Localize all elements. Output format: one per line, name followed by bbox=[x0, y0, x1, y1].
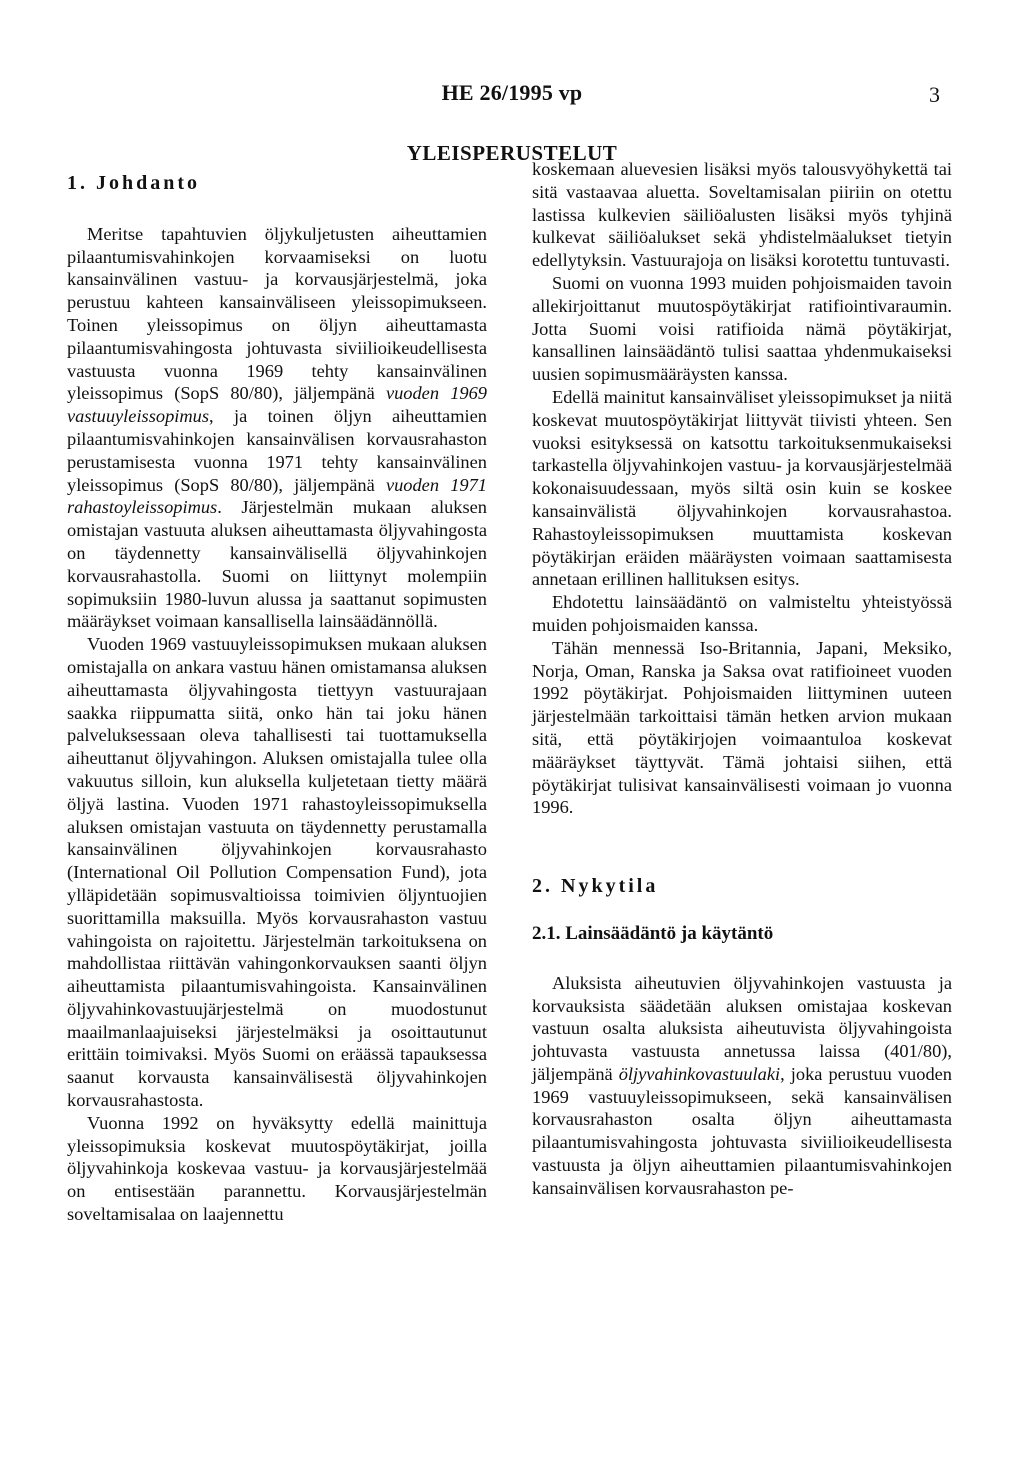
paragraph: Vuoden 1969 vastuuyleissopimuksen mukaan aluksen omistajalla on ankara vastuu hänen omistamansa aluksen aiheuttamasta öljyvahingosta tiettyyn vastuurajaan saakka riippumatta siitä, onko hän tai joku hänen palveluksessaan oleva tahallisesti tai tuottamuksella aiheuttanut öljyvahingon. Aluksen omistajalla tulee olla vakuutus silloin, kun aluksella kuljetetaan tietty määrä öljyä lastina. Vuoden 1971 rahastoyleissopimuksella aluksen omistajan vastuuta on täydennetty perustamalla kansainvälinen öljyvahinkojen korvausrahasto (International Oil Pollution Compensation Fund), jota ylläpidetään sopimusvaltioissa toimivien öljyntuojien suorittamilla maksuilla. Myös korvausrahaston vastuu vahingoista on rajoitettu. Järjestelmän tarkoituksena on mahdollistaa riittävän vahingonkorvauksen saanti öljyn aiheuttamista pilaantumisvahingoista. Kansainvälinen öljyvahinkovastuujärjestelmä on muodostunut maailmanlaajuiseksi järjestelmäksi ja osoittautunut erittäin toimivaksi. Myös Suomi on eräässä tapauksessa saanut korvausta kansainvälisestä öljyvahinkojen korvausrahastosta. bbox=[67, 634, 487, 1111]
page-header bbox=[0, 80, 1024, 110]
text-run: Meritse tapahtuvien öljykuljetusten aiheuttamien pilaantumisvahinkojen korvaamiseksi on luotu kansainvälinen vastuu- ja korvausjärjestelmä, joka perustuu kahteen kansainväliseen yleissopimukseen. Toinen yleissopimus on öljyn aiheuttamasta pilaantumisvahingosta johtuvasta siviilioikeudellisesta vastuusta vuonna 1969 tehty kansainvälinen yleissopimus (SopS 80/80), jäljempänä bbox=[67, 223, 487, 404]
defined-term: vuoden 1971 rahastoyleissopimus bbox=[67, 474, 487, 518]
text-run: , joka perustuu vuoden 1969 vastuuyleissopimukseen, sekä kansainvälisen korvausrahaston osalta öljyn aiheuttamasta pilaantumisvahingosta johtuvasta siviilioikeudellisesta vastuusta ja öljyn aiheuttamien pilaantumisvahinkojen kansainvälisen korvausrahaston pe- bbox=[532, 1063, 952, 1198]
defined-term: vuoden 1969 vastuuyleissopimus bbox=[67, 383, 487, 427]
left-column bbox=[67, 172, 487, 1226]
section-heading-johdanto: 1. Johdanto bbox=[67, 172, 201, 194]
paragraph: Edellä mainitut kansainväliset yleissopimukset ja niitä koskevat muutospöytäkirjat liittyvät tiivisti yhteen. Sen vuoksi esityksessä on katsottu tarkoituksenmukaiseksi tarkastella öljyvahinkojen vastuu- ja korvausjärjestelmää kokonaisuudessaan, myös siltä osin kuin se koskee kansainvälistä öljyvahinkojen korvausrahastoa. Rahastoyleissopimuksen muuttamista koskevan pöytäkirjan eräiden määräysten voimaan saattamisesta annetaan erillinen hallituksen esitys. bbox=[532, 386, 952, 590]
section-heading-nykytila: 2. Nykytila bbox=[532, 875, 659, 898]
paragraph: Vuonna 1992 on hyväksytty edellä mainittuja yleissopimuksia koskevat muutospöytäkirjat, joilla öljyvahinkoja koskevaa vastuu- ja korvausjärjestelmää on entisestään parannettu. Korvausjärjestelmän soveltamisalaa on laajennettu bbox=[67, 1112, 487, 1225]
text-run: Aluksista aiheutuvien öljyvahinkojen vastuusta ja korvauksista säädetään aluksen omistajaa koskevan vastuun osalta aluksista aiheutuvista öljyvahingoista johtuvasta vastuusta annetussa laissa (401/80), jäljempänä bbox=[532, 972, 952, 1084]
paragraph: Ehdotettu lainsäädäntö on valmisteltu yhteistyössä muiden pohjoismaiden kanssa. bbox=[532, 592, 952, 635]
paragraph: Suomi on vuonna 1993 muiden pohjoismaiden tavoin allekirjoittanut muutospöytäkirjat ratifiointivaraumin. Jotta Suomi voisi ratifioida nämä pöytäkirjat, kansallinen lainsäädäntö tulisi saattaa yhdenmukaiseksi uusien sopimusmääräysten kanssa. bbox=[532, 272, 952, 385]
subsection-heading: 2.1. Lainsäädäntö ja käytäntö bbox=[532, 922, 774, 944]
document-id: HE 26/1995 vp bbox=[441, 80, 583, 105]
paragraph: koskemaan aluevesien lisäksi myös talousvyöhykettä tai sitä vastaavaa aluetta. Soveltamisalan piiriin on otettu lastissa kulkevien säiliöalusten lisäksi myös tyhjinä kulkevat säiliöalukset sekä yhdistelmäalukset tietyin edellytyksin. Vastuurajoja on lisäksi korotettu tuntuvasti. bbox=[532, 159, 952, 271]
defined-term: öljyvahinkovastuulaki bbox=[618, 1063, 781, 1084]
main-title: YLEISPERUSTELUT bbox=[406, 141, 618, 165]
page-number: 3 bbox=[929, 82, 940, 107]
paragraph bbox=[532, 972, 952, 1200]
text-run: , ja toinen öljyn aiheuttamien pilaantumisvahinkojen kansainvälisen korvausrahaston perustamisesta vuonna 1971 tehty kansainvälinen yleissopimus (SopS 80/80), jäljempänä bbox=[67, 406, 487, 495]
paragraph: Tähän mennessä Iso-Britannia, Japani, Meksiko, Norja, Oman, Ranska ja Saksa ovat ratifioineet vuoden 1992 pöytäkirjat. Pohjoismaiden liittyminen uuteen järjestelmään tarkoittaisi tämän hetken arvion mukaan sitä, että pöytäkirjojen voimaantuloa koskevat määräykset täyttyvät. Tämä johtaisi siihen, että pöytäkirjat tulisivat kansainvälisesti voimaan jo vuonna 1996. bbox=[532, 637, 952, 818]
right-column bbox=[532, 158, 952, 1200]
paragraph bbox=[67, 223, 487, 633]
text-run: . Järjestelmän mukaan aluksen omistajan vastuuta aluksen aiheuttamasta öljyvahingosta on täydennetty kansainvälisellä öljyvahinkojen korvausrahastolla. Suomi on liittynyt molempiin sopimuksiin 1980-luvun alussa ja saattanut sopimusten määräykset voimaan kansallisella lainsäädännöllä. bbox=[67, 497, 487, 632]
